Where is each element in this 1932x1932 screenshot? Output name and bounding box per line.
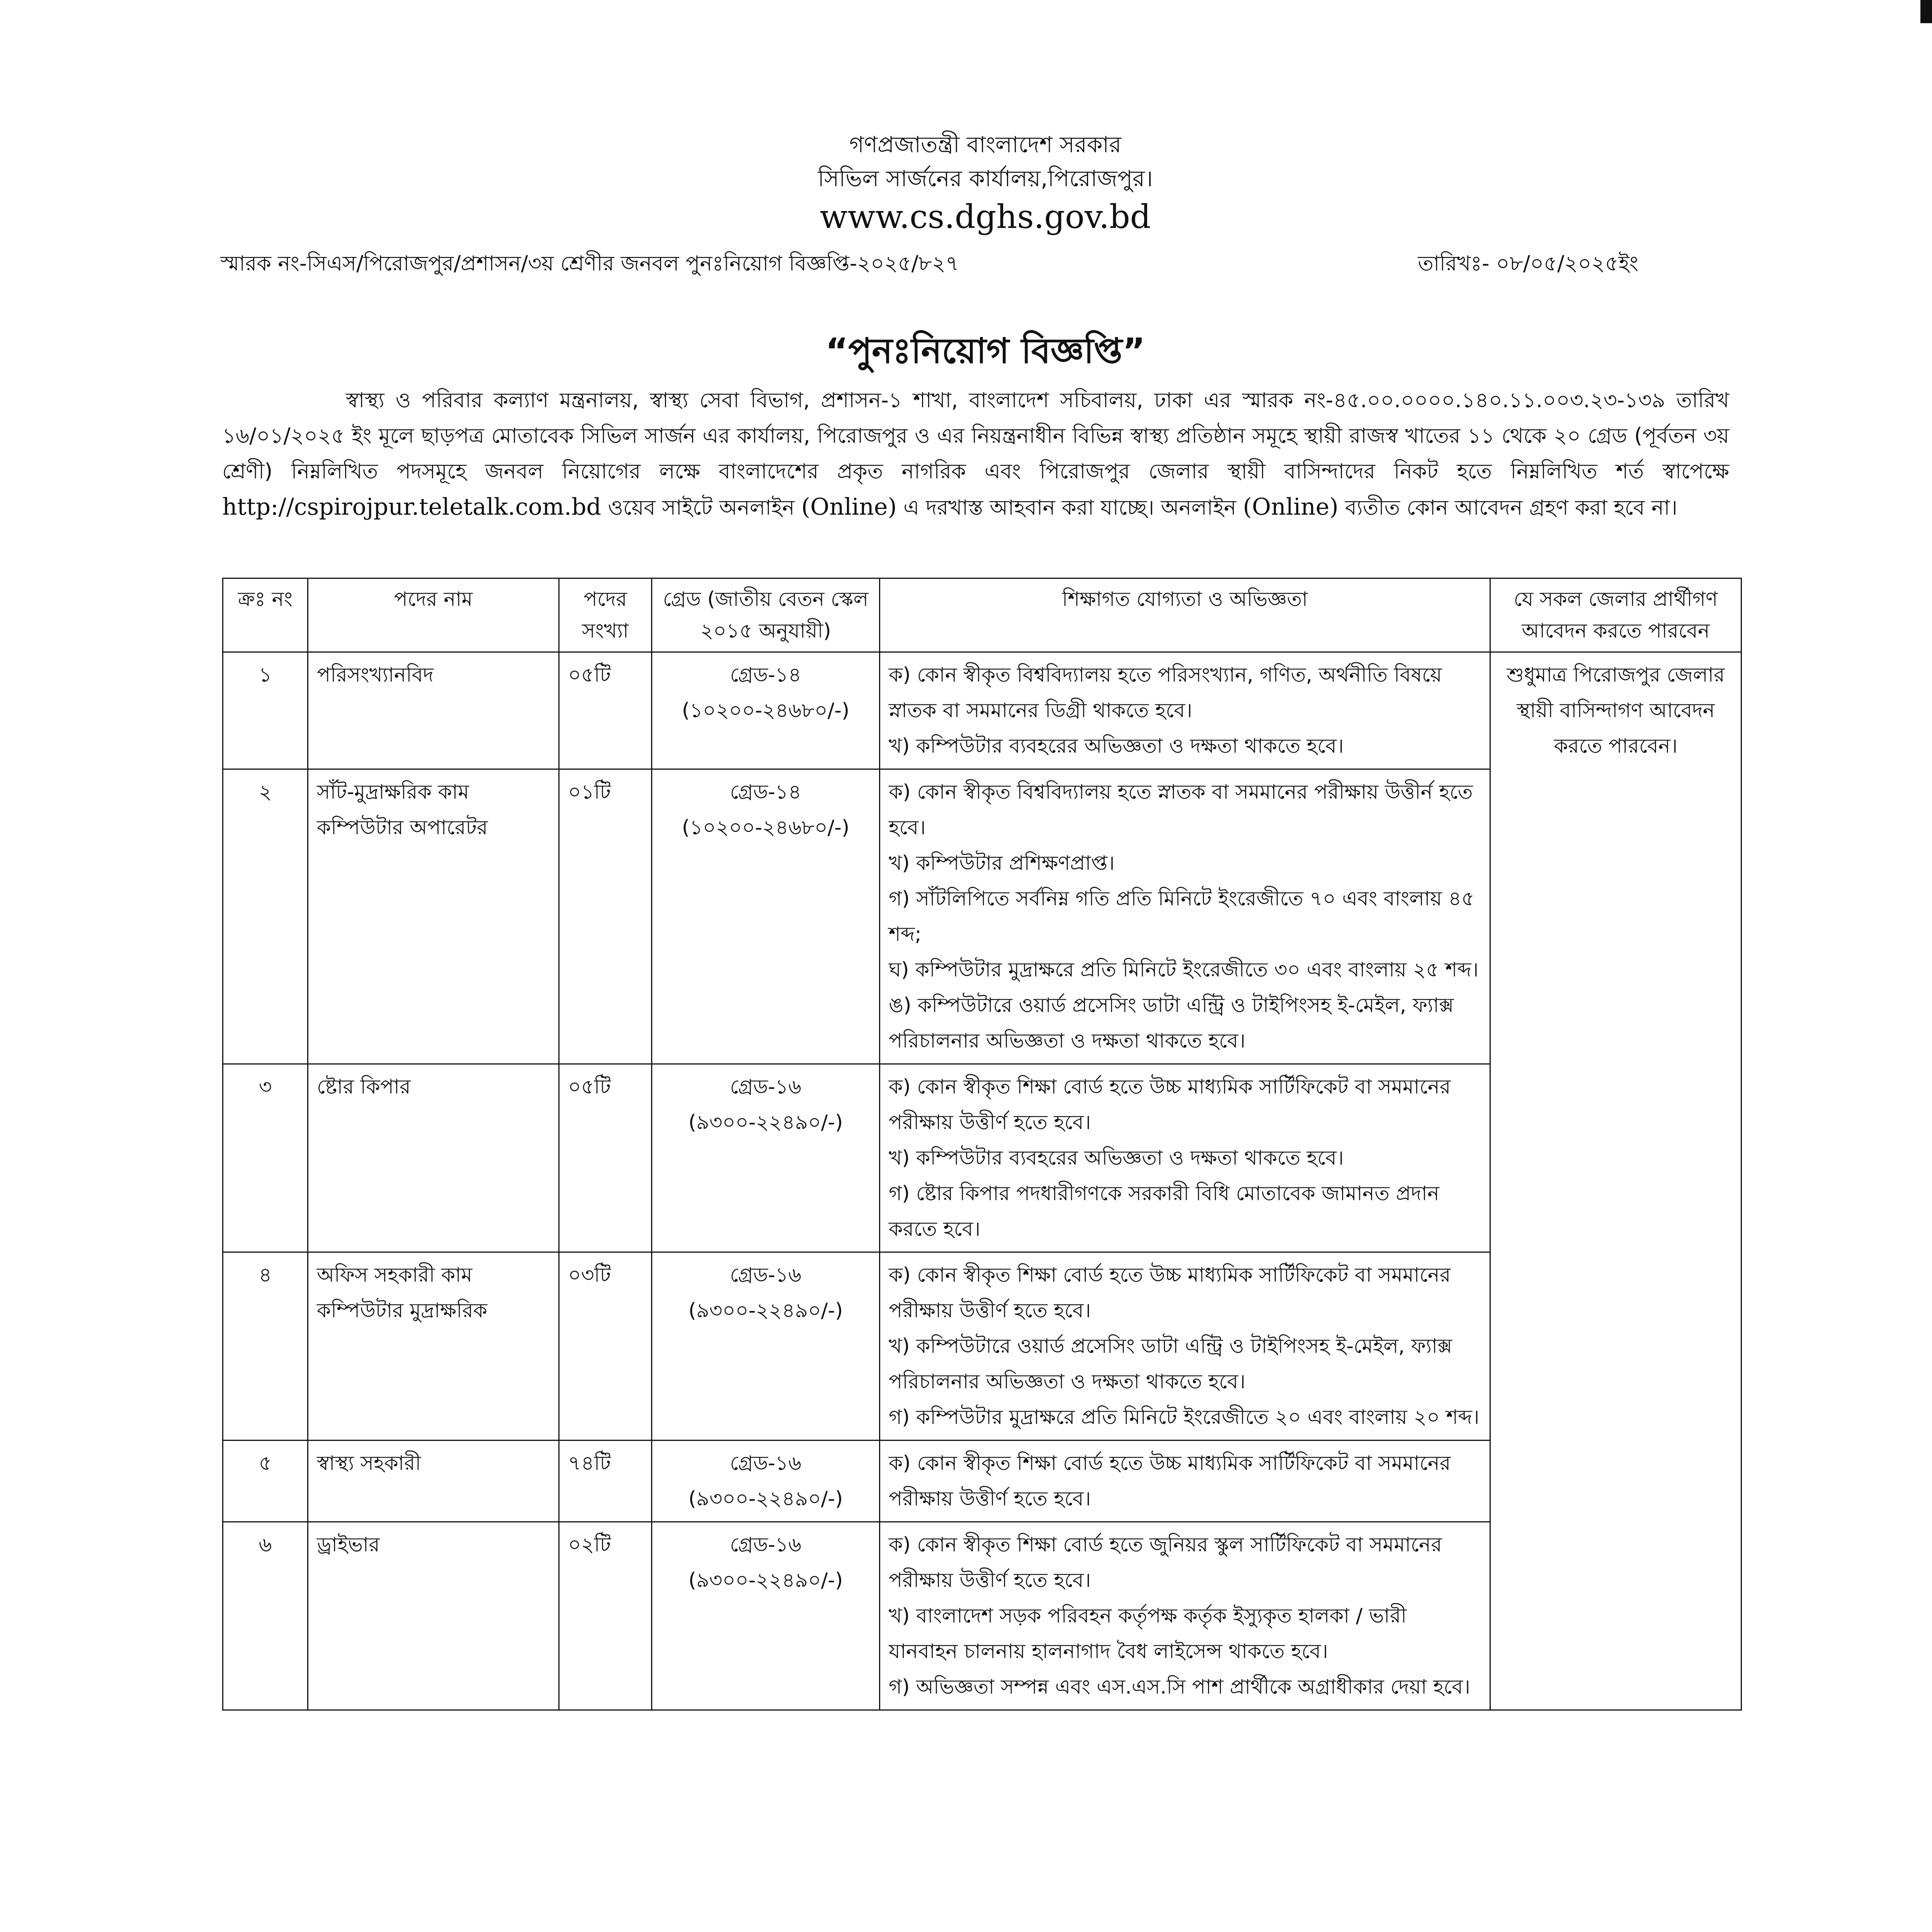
header-post: পদের নাম [308, 578, 559, 652]
row-grade [652, 1440, 880, 1522]
intro-part1: স্বাস্থ্য ও পরিবার কল্যাণ মন্ত্রনালয়, স্বাস্থ্য সেবা বিভাগ, প্রশাসন-১ শাখা, বাংলাদেশ সচিবালয়, ঢাকা এর স্মারক নং-৪৫.০০.০০০০.১৪০.১১.০০৩.২৩-১৩৯ তারিখ ১৬/০১/২০২৫ ইং মূলে ছাড়পত্র মোতাবেক সিভিল সার্জন এর কার্যালয়, পিরোজপুর ও এর নিয়ন্ত্রনাধীন বিভিন্ন স্বাস্থ্য প্রতিষ্ঠান সমূহে স্থায়ী রাজস্ব খাতের ১১ থেকে ২০ গ্রেড (পূর্বতন ৩য় শ্রেণী) নিম্নলিখিত পদসমূহে জনবল নিয়োগের লক্ষে বাংলাদেশের প্রকৃত নাগরিক এবং পিরোজপুর জেলার স্থায়ী বাসিন্দাদের নিকট হতে নিম্নলিখিত শর্ত স্বাপেক্ষে [222, 388, 1730, 483]
row-grade [652, 769, 880, 1064]
row-serial: ১ [223, 652, 308, 769]
requirement: ক) কোন স্বীকৃত বিশ্ববিদ্যালয় হতে স্নাতক বা সমমানের পরীক্ষায় উত্তীর্ন হতে হবে। [889, 781, 1473, 839]
pay-scale: (১০২০০-২৪৬৮০/-) [682, 816, 850, 839]
requirement: খ) কম্পিউটার ব্যবহরের অভিজ্ঞতা ও দক্ষতা থাকতে হবে। [889, 735, 1344, 758]
row-count: ০৫টি [559, 652, 652, 769]
row-grade [652, 1522, 880, 1710]
row-requirements [880, 1252, 1490, 1440]
pay-scale: (৯৩০০-২২৪৯০/-) [688, 1111, 843, 1134]
requirement: খ) কম্পিউটার প্রশিক্ষণপ্রাপ্ত। [889, 852, 1115, 875]
grade-label: গ্রেড-১৪ [730, 663, 801, 687]
online-word-2: (Online) [1243, 493, 1338, 520]
row-post: ষ্টোর কিপার [308, 1064, 559, 1252]
row-count: ০১টি [559, 769, 652, 1064]
requirement: ক) কোন স্বীকৃত শিক্ষা বোর্ড হতে জুনিয়র স্কুল সার্টিফিকেট বা সমমানের পরীক্ষায় উত্তীর্ণ হতে হবে। [889, 1533, 1442, 1592]
row-requirements [880, 652, 1490, 769]
row-count: ০৫টি [559, 1064, 652, 1252]
intro-part4: ব্যতীত কোন আবেদন গ্রহণ করা হবে না। [1345, 495, 1678, 520]
posts-table [222, 578, 1742, 1711]
row-requirements [880, 1440, 1490, 1522]
row-grade [652, 1064, 880, 1252]
row-requirements [880, 1522, 1490, 1710]
office-name: সিভিল সার্জনের কার্যালয়,পিরোজপুর। [818, 165, 1153, 192]
row-post: পরিসংখ্যানবিদ [308, 652, 559, 769]
row-post: সাঁট-মুদ্রাক্ষরিক কাম কম্পিউটার অপারেটর [308, 769, 559, 1064]
requirement: খ) কম্পিউটার ব্যবহরের অভিজ্ঞতা ও দক্ষতা থাকতে হবে। [889, 1146, 1344, 1170]
row-count: ০২টি [559, 1522, 652, 1710]
requirement: ক) কোন স্বীকৃত বিশ্ববিদ্যালয় হতে পরিসংখ্যান, গণিত, অর্থনীতি বিষয়ে স্নাতক বা সমমানের ডিগ্রী থাকতে হবে। [889, 663, 1442, 722]
grade-label: গ্রেড-১৬ [730, 1075, 801, 1099]
memo-reference: স্মারক নং-সিএস/পিরোজপুর/প্রশাসন/৩য় শ্রেণীর জনবল পুনঃনিয়োগ বিজ্ঞপ্তি-২০২৫/৮২৭ [220, 251, 959, 276]
notice-title: “পুনঃনিয়োগ বিজ্ঞপ্তি” [825, 331, 1145, 371]
requirement: গ) সাঁটলিপিতে সর্বনিম্ন গতি প্রতি মিনিটে ইংরেজীতে ৭০ এবং বাংলায় ৪৫ শব্দ; [889, 887, 1475, 946]
grade-label: গ্রেড-১৬ [730, 1533, 801, 1556]
pay-scale: (৯৩০০-২২৪৯০/-) [688, 1569, 843, 1592]
row-serial: ৩ [223, 1064, 308, 1252]
row-serial: ২ [223, 769, 308, 1064]
header-grade: গ্রেড (জাতীয় বেতন স্কেল ২০১৫ অনুযায়ী) [652, 578, 880, 652]
pay-scale: (১০২০০-২৪৬৮০/-) [682, 699, 850, 722]
intro-part2: ওয়েব সাইটে অনলাইন [608, 495, 795, 520]
website-url: www.cs.dghs.gov.bd [820, 198, 1151, 236]
table-row [223, 652, 1742, 769]
grade-label: গ্রেড-১৬ [730, 1452, 801, 1475]
header-qualification: শিক্ষাগত যোগ্যতা ও অভিজ্ঞতা [880, 578, 1490, 652]
requirement: ক) কোন স্বীকৃত শিক্ষা বোর্ড হতে উচ্চ মাধ্যমিক সার্টিফিকেট বা সমমানের পরীক্ষায় উত্তীর্ণ হতে হবে। [889, 1452, 1451, 1510]
row-post: ড্রাইভার [308, 1522, 559, 1710]
pay-scale: (৯৩০০-২২৪৯০/-) [688, 1299, 843, 1322]
row-post: স্বাস্থ্য সহকারী [308, 1440, 559, 1522]
online-word-1: (Online) [801, 493, 897, 520]
requirement: ক) কোন স্বীকৃত শিক্ষা বোর্ড হতে উচ্চ মাধ্যমিক সার্টিফিকেট বা সমমানের পরীক্ষায় উত্তীর্ণ হতে হবে। [889, 1075, 1451, 1134]
scan-edge-mark [1920, 0, 1932, 23]
row-count: ৭৪টি [559, 1440, 652, 1522]
grade-label: গ্রেড-১৪ [730, 781, 801, 804]
table-header-row [223, 578, 1742, 652]
row-grade [652, 1252, 880, 1440]
government-name: গণপ্রজাতন্ত্রী বাংলাদেশ সরকার [849, 131, 1122, 158]
grade-label: গ্রেড-১৬ [730, 1264, 801, 1287]
row-count: ০৩টি [559, 1252, 652, 1440]
requirement: খ) কম্পিউটারে ওয়ার্ড প্রসেসিং ডাটা এন্ট্রি ও টাইপিংসহ ই-মেইল, ফ্যাক্স পরিচালনার অভিজ্ঞতা ও দক্ষতা থাকতে হবে। [889, 1335, 1452, 1393]
header-serial: ক্রঃ নং [223, 578, 308, 652]
header-district: যে সকল জেলার প্রার্থীগণ আবেদন করতে পারবেন [1490, 578, 1742, 652]
requirement: ঙ) কম্পিউটারে ওয়ার্ড প্রসেসিং ডাটা এন্ট্রি ও টাইপিংসহ ই-মেইল, ফ্যাক্স পরিচালনার অভিজ্ঞতা ও দক্ষতা থাকতে হবে। [889, 994, 1454, 1053]
application-url: http://cspirojpur.teletalk.com.bd [222, 493, 601, 520]
requirement: খ) বাংলাদেশ সড়ক পরিবহন কর্তৃপক্ষ কর্তৃক ইস্যুকৃত হালকা / ভারী যানবাহন চালনায় হালনাগাদ বৈধ লাইসেন্স থাকতে হবে। [889, 1604, 1407, 1663]
requirement: ক) কোন স্বীকৃত শিক্ষা বোর্ড হতে উচ্চ মাধ্যমিক সার্টিফিকেট বা সমমানের পরীক্ষায় উত্তীর্ণ হতে হবে। [889, 1264, 1451, 1322]
row-post: অফিস সহকারী কাম কম্পিউটার মুদ্রাক্ষরিক [308, 1252, 559, 1440]
requirement: ঘ) কম্পিউটার মুদ্রাক্ষরে প্রতি মিনিটে ইংরেজীতে ৩০ এবং বাংলায় ২৫ শব্দ। [889, 958, 1479, 981]
row-serial: ৬ [223, 1522, 308, 1710]
requirement: গ) কম্পিউটার মুদ্রাক্ষরে প্রতি মিনিটে ইংরেজীতে ২০ এবং বাংলায় ২০ শব্দ। [889, 1406, 1480, 1429]
header-count: পদের সংখ্যা [559, 578, 652, 652]
row-grade [652, 652, 880, 769]
memo-date: তারিখঃ- ০৮/০৫/২০২৫ইং [1418, 251, 1638, 276]
intro-paragraph [222, 383, 1729, 526]
row-serial: ৫ [223, 1440, 308, 1522]
requirement: গ) ষ্টোর কিপার পদধারীগণকে সরকারী বিধি মোতাবেক জামানত প্রদান করতে হবে। [889, 1182, 1439, 1241]
row-requirements [880, 1064, 1490, 1252]
memo-row [220, 247, 1638, 282]
district-eligibility: শুধুমাত্র পিরোজপুর জেলার স্থায়ী বাসিন্দাগণ আবেদন করতে পারবেন। [1490, 652, 1742, 1710]
row-serial: ৪ [223, 1252, 308, 1440]
pay-scale: (৯৩০০-২২৪৯০/-) [688, 1487, 843, 1510]
letterhead [0, 128, 1932, 238]
requirement: গ) অভিজ্ঞতা সম্পন্ন এবং এস.এস.সি পাশ প্রার্থীকে অগ্রাধীকার দেয়া হবে। [889, 1675, 1470, 1699]
row-requirements [880, 769, 1490, 1064]
intro-part3: এ দরখাস্ত আহবান করা যাচ্ছে। অনলাইন [903, 495, 1236, 520]
